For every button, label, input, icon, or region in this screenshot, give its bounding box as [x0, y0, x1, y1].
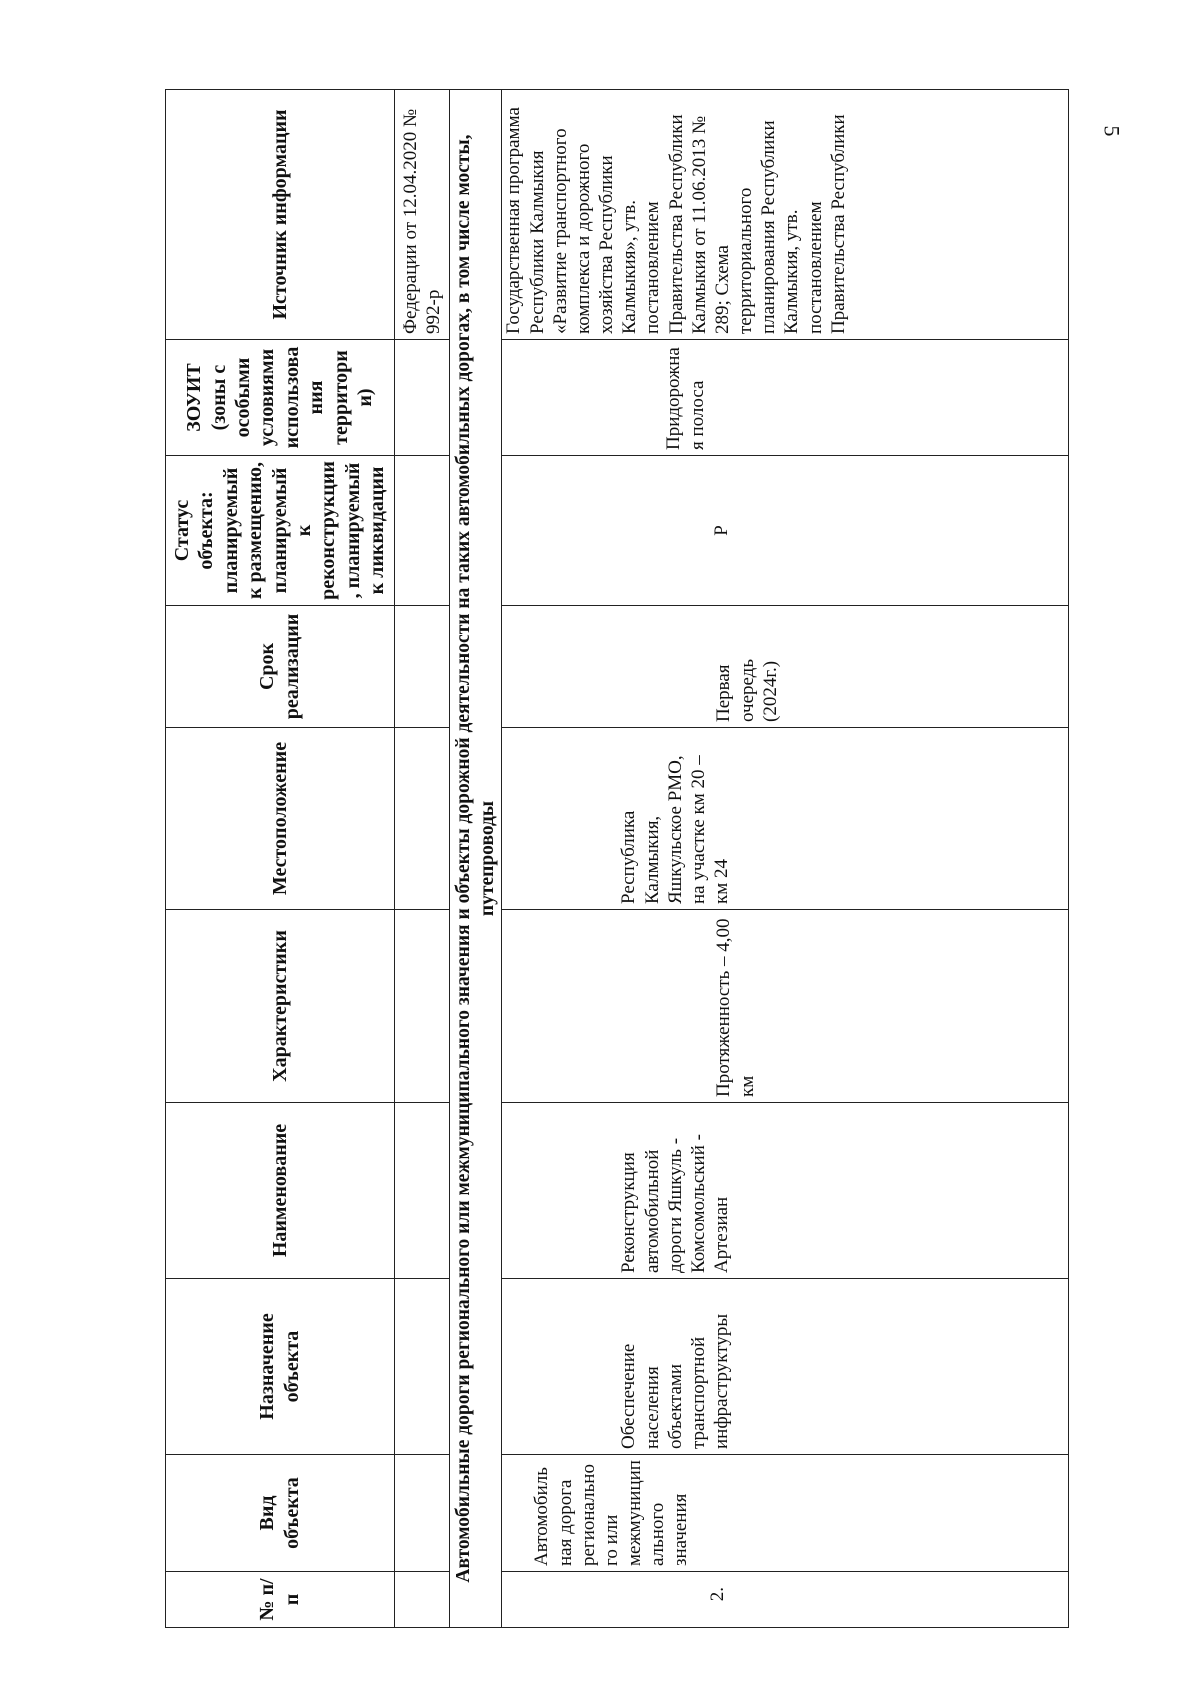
- section-row: [449, 90, 502, 1628]
- row-type: Автомобильная дорога регионального или межмуниципального значения: [531, 1460, 692, 1566]
- row-term: Первая очередь (2024г.): [713, 658, 781, 722]
- continued-row: [394, 90, 449, 1628]
- header-status: Статус объекта: планируемый к размещению, планируемый к реконструкции, планируемый к ликвидации: [166, 456, 395, 606]
- rotated-sheet: [165, 90, 1110, 1628]
- header-purpose: Назначение объекта: [166, 1279, 395, 1455]
- row-name: Реконструкция автомобильной дороги Яшкуль - Комсомольский - Артезиан: [618, 1134, 733, 1273]
- row-characteristics: Протяженность – 4,00 км: [713, 918, 758, 1097]
- row-status: Р: [711, 525, 733, 536]
- row-purpose: Обеспечение населения объектами транспортной инфраструктуры: [618, 1313, 733, 1449]
- header-characteristics: Характеристики: [166, 910, 395, 1103]
- header-zouit: ЗОУИТ (зоны с особыми условиями использования территории): [166, 340, 395, 456]
- planning-table: [165, 89, 1069, 1628]
- header-location: Местоположение: [166, 728, 395, 910]
- header-source: Источник информации: [166, 90, 395, 340]
- row-num: 2.: [707, 1587, 729, 1602]
- section-title: Автомобильные дороги регионального или межмуниципального значения и объекты дорожной деятельности на таких автомобильных дорогах, в том числе мосты, путепроводы: [449, 90, 502, 1628]
- table-row: [502, 90, 1069, 1628]
- row-location: Республика Калмыкия, Яшкульское РМО, на участке км 20 – км 24: [618, 755, 733, 904]
- row-zouit: Придорожная полоса: [663, 347, 708, 450]
- continued-source: Федерации от 12.04.2020 № 992-р: [394, 90, 449, 340]
- header-name: Наименование: [166, 1103, 395, 1279]
- row-source: Государственная программа Республики Калмыкия «Развитие транспортного комплекса и дорожного хозяйства Республики Калмыкия», утв. постановлением Правительства Республики Калмыкия от 11.06.2013 № 289; Схема территориального планирования Республики Калмыкия, утв. постановлением Правительства Республики: [502, 90, 1069, 340]
- header-term: Срок реализации: [166, 606, 395, 728]
- header-type: Вид объекта: [166, 1455, 395, 1572]
- page-number: 5: [1099, 125, 1125, 137]
- header-num: № п/п: [166, 1572, 395, 1628]
- header-row: [166, 90, 395, 1628]
